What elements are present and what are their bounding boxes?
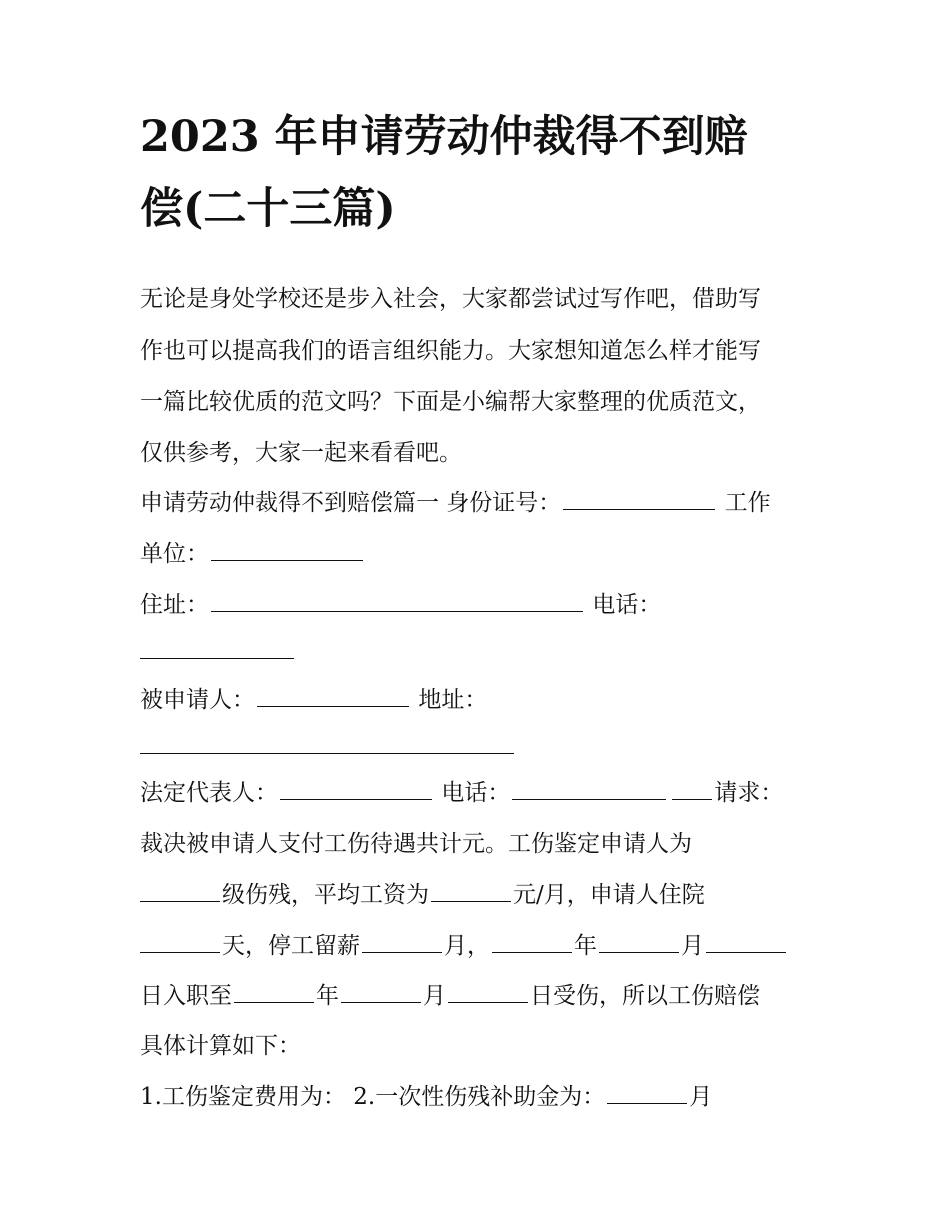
level-label: 级伤残，平均工资为	[222, 882, 429, 908]
legal-rep-blank[interactable]	[280, 777, 432, 800]
injury-day-blank[interactable]	[448, 980, 528, 1003]
form-line-phone	[140, 633, 296, 671]
request-blank[interactable]	[672, 777, 712, 800]
respondent-label: 被申请人：	[140, 687, 255, 713]
legal-rep-phone-label: 电话：	[441, 780, 511, 806]
hospital-days-blank[interactable]	[140, 930, 220, 953]
form-line-idcard	[140, 484, 771, 522]
unit-label: 单位：	[140, 541, 209, 567]
address-label: 住址：	[140, 592, 209, 618]
title-line-2: 偿(二十三篇)	[140, 184, 396, 234]
entry-label: 日入职至	[140, 983, 232, 1009]
legal-rep-phone-blank[interactable]	[512, 777, 666, 800]
address-blank[interactable]	[211, 589, 583, 612]
form-line-level	[140, 876, 705, 914]
item-1: 1.工伤鉴定费用为：	[140, 1084, 346, 1110]
phone-label: 电话：	[592, 592, 662, 618]
id-card-label: 申请劳动仲裁得不到赔偿篇一 身份证号：	[140, 490, 562, 516]
entry-month-blank[interactable]	[599, 930, 679, 953]
salary-unit: 元/月，申请人住院	[513, 882, 705, 908]
month-label-1: 月	[681, 933, 704, 959]
item-2-unit: 月	[689, 1084, 713, 1110]
page-title	[140, 112, 820, 262]
form-line-entry	[140, 977, 760, 1015]
intro-line-4: 仅供参考，大家一起来看看吧。	[140, 440, 462, 466]
form-line-unit	[140, 535, 365, 573]
resp-address-label: 地址：	[418, 687, 488, 713]
leave-months-blank[interactable]	[362, 930, 442, 953]
injury-year-blank[interactable]	[234, 980, 314, 1003]
injury-label: 日受伤，所以工伤赔偿	[530, 983, 760, 1009]
form-line-resp-address	[140, 728, 516, 766]
item-2: 2.一次性伤残补助金为：	[353, 1084, 606, 1110]
resp-address-blank[interactable]	[140, 731, 514, 754]
year-label-1: 年	[574, 933, 597, 959]
unit-blank[interactable]	[211, 538, 363, 561]
request-label: 请求：	[714, 780, 784, 806]
disability-months-blank[interactable]	[607, 1081, 687, 1104]
entry-day-blank[interactable]	[706, 930, 786, 953]
respondent-blank[interactable]	[257, 684, 409, 707]
intro-line-3: 一篇比较优质的范文吗？下面是小编帮大家整理的优质范文，	[140, 389, 761, 415]
legal-rep-label: 法定代表人：	[140, 780, 278, 806]
form-line-respondent	[140, 681, 487, 719]
phone-blank[interactable]	[140, 636, 294, 659]
form-line-items	[140, 1078, 712, 1116]
id-card-blank[interactable]	[563, 487, 715, 510]
form-line-days	[140, 927, 788, 965]
day-label: 天，停工留薪	[222, 933, 360, 959]
intro-line-2: 作也可以提高我们的语言组织能力。大家想知道怎么样才能写	[140, 338, 761, 364]
form-line-ruling: 裁决被申请人支付工伤待遇共计元。工伤鉴定申请人为	[140, 831, 692, 857]
intro-line-1: 无论是身处学校还是步入社会，大家都尝试过写作吧，借助写	[140, 286, 761, 312]
salary-blank[interactable]	[431, 879, 511, 902]
form-line-address	[140, 586, 661, 624]
month-comma: 月，	[444, 933, 490, 959]
year-label-2: 年	[316, 983, 339, 1009]
level-blank[interactable]	[140, 879, 220, 902]
form-line-calc: 具体计算如下：	[140, 1033, 301, 1059]
month-label-2: 月	[423, 983, 446, 1009]
injury-month-blank[interactable]	[341, 980, 421, 1003]
work-label: 工作	[724, 490, 771, 516]
form-line-legal-rep	[140, 774, 783, 812]
title-line-1: 2023 年申请劳动仲裁得不到赔	[140, 112, 748, 162]
entry-year-blank[interactable]	[492, 930, 572, 953]
